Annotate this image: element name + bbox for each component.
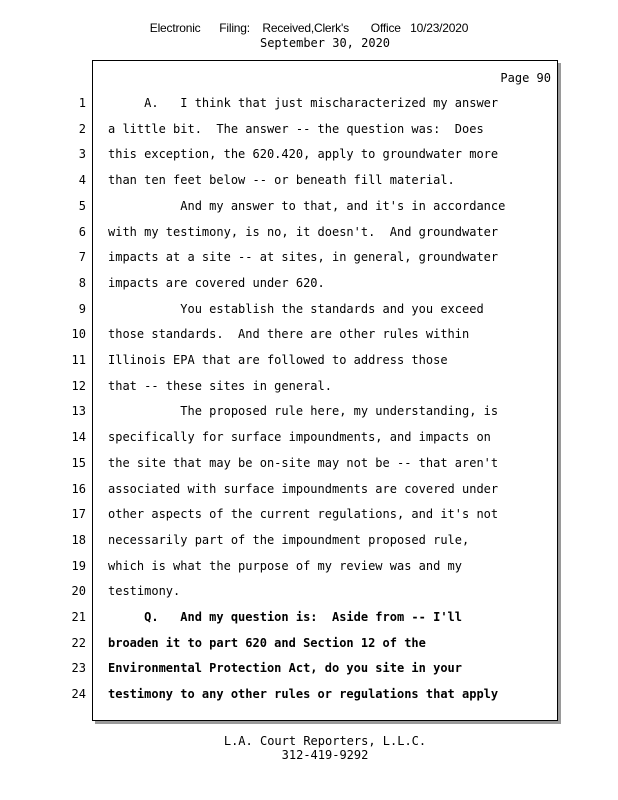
transcript-line: this exception, the 620.420, apply to groundwater more [108, 147, 499, 161]
line-number: 5 [78, 199, 86, 213]
line-number: 1 [78, 96, 86, 110]
transcript-line: The proposed rule here, my understanding, is [108, 404, 499, 418]
transcript-line: Illinois EPA that are followed to address those [108, 353, 448, 367]
line-number: 4 [78, 173, 86, 187]
transcript-line: associated with surface impoundments are covered under [108, 482, 499, 496]
line-number: 8 [78, 276, 86, 290]
transcript-line: a little bit. The answer -- the question was: Does [108, 122, 484, 136]
transcript-line: those standards. And there are other rules within [108, 327, 470, 341]
line-number: 10 [71, 327, 86, 341]
transcript-line: necessarily part of the impoundment proposed rule, [108, 533, 470, 547]
transcript-line: the site that may be on-site may not be -- that aren't [108, 456, 499, 470]
line-number: 11 [71, 353, 86, 367]
transcript-line: impacts at a site -- at sites, in general, groundwater [108, 250, 499, 264]
line-number: 23 [71, 661, 86, 675]
transcript-line: that -- these sites in general. [108, 379, 332, 393]
line-number: 7 [78, 250, 86, 264]
line-number: 17 [71, 507, 86, 521]
line-number: 18 [71, 533, 86, 547]
transcript-line: with my testimony, is no, it doesn't. And groundwater [108, 225, 499, 239]
line-number: 14 [71, 430, 86, 444]
line-number: 13 [71, 404, 86, 418]
transcript-line: You establish the standards and you exceed [108, 302, 484, 316]
page-number: Page 90 [500, 71, 551, 85]
line-number: 16 [71, 482, 86, 496]
line-number: 6 [78, 225, 86, 239]
line-number: 19 [71, 559, 86, 573]
line-number: 21 [71, 610, 86, 624]
transcript-line: Environmental Protection Act, do you site in your [108, 661, 463, 675]
filing-stamp: Electronic Filing: Received,Clerk's Office 10/23/2020 [149, 21, 469, 35]
line-number: 2 [78, 122, 86, 136]
line-number: 20 [71, 584, 86, 598]
transcript-line: specifically for surface impoundments, and impacts on [108, 430, 491, 444]
transcript-line: Q. And my question is: Aside from -- I'll [108, 610, 463, 624]
transcript-line: testimony. [108, 584, 181, 598]
transcript-line: broaden it to part 620 and Section 12 of the [108, 636, 426, 650]
transcript-line: A. I think that just mischaracterized my answer [108, 96, 499, 110]
footer-company: L.A. Court Reporters, L.L.C. [223, 734, 427, 748]
line-number: 15 [71, 456, 86, 470]
line-number: 12 [71, 379, 86, 393]
line-number: 9 [78, 302, 86, 316]
line-number: 22 [71, 636, 86, 650]
transcript-line: impacts are covered under 620. [108, 276, 325, 290]
footer-phone: 312-419-9292 [281, 748, 369, 762]
line-number: 3 [78, 147, 86, 161]
transcript-line: And my answer to that, and it's in accordance [108, 199, 506, 213]
line-number: 24 [71, 687, 86, 701]
transcript-line: testimony to any other rules or regulations that apply [108, 687, 499, 701]
transcript-line: which is what the purpose of my review was and my [108, 559, 463, 573]
transcript-line: other aspects of the current regulations, and it's not [108, 507, 499, 521]
transcript-line: than ten feet below -- or beneath fill material. [108, 173, 455, 187]
transcript-date: September 30, 2020 [259, 36, 391, 50]
